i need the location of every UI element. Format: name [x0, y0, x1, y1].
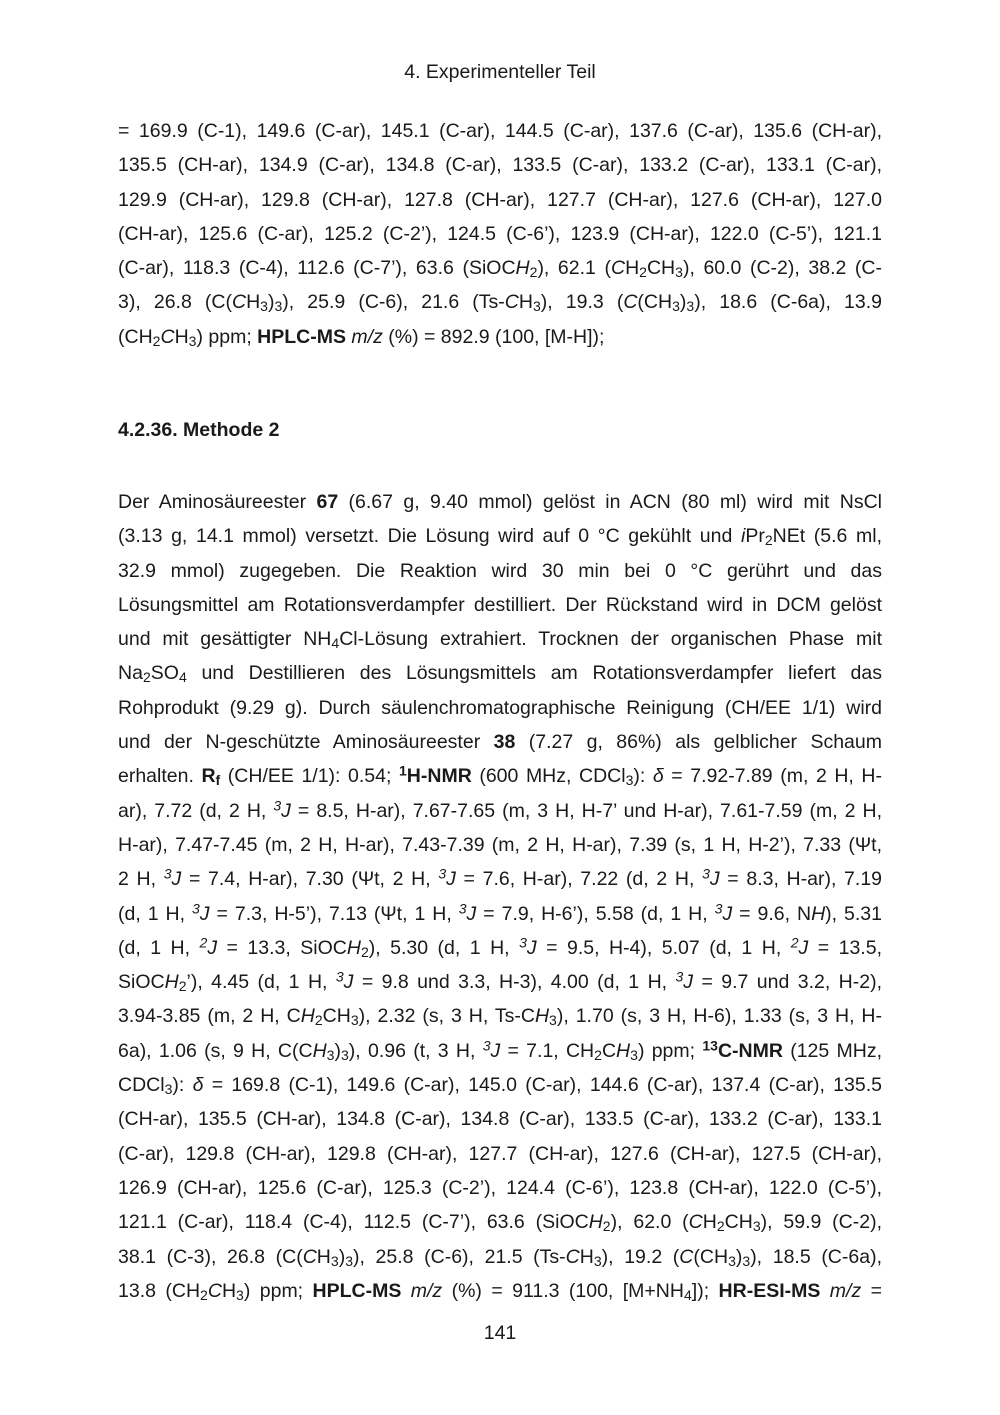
- text-line: Rohprodukt (9.29 g). Durch säulenchromatographische Reinigung (CH/EE 1/1) wird: [118, 696, 882, 719]
- text-line: (CH-ar), 125.6 (C-ar), 125.2 (C-2’), 124.5 (C-6’), 123.9 (CH-ar), 122.0 (C-5’), 121.1: [118, 222, 882, 245]
- text-line: erhalten. $R_f$ (CH/EE 1/1): 0.54; $^1$H-NMR (600 MHz, CDCl$_3$): δ = 7.92-7.89 (m, 2 H, H-: [118, 763, 882, 789]
- text-line: (CH-ar), 135.5 (CH-ar), 134.8 (C-ar), 134.8 (C-ar), 133.5 (C-ar), 133.2 (C-ar), 133.1: [118, 1108, 882, 1131]
- text-line: (d, 1 H, $^3$J = 7.3, H-5’), 7.13 (Ψt, 1 H, $^3$J = 7.9, H-6’), 5.58 (d, 1 H, $^3$J = 9.6, NH), 5.31: [118, 900, 882, 925]
- text-line: SiOCH$_2$’), 4.45 (d, 1 H, $^3$J = 9.8 und 3.3, H-3), 4.00 (d, 1 H, $^3$J = 9.7 und 3.2, H-2),: [118, 968, 882, 995]
- text-line: Lösungsmittel am Rotationsverdampfer destilliert. Der Rückstand wird in DCM gelöst: [118, 593, 882, 616]
- text-line: 13.8 $(CH_2CH_3)$ ppm; HPLC-MS m/z (%) = 911.3 (100, $[M+NH_4]$); HR-ESI-MS m/z =: [118, 1279, 883, 1303]
- text-line: 32.9 mmol) zugegeben. Die Reaktion wird 30 min bei 0 °C gerührt und das: [118, 559, 882, 582]
- page-number: 141: [483, 1322, 517, 1344]
- text-line: 121.1 (C-ar), 118.4 (C-4), 112.5 (C-7’), 63.6 (SiOCH$_2$), 62.0 $(CH_2CH_3)$, 59.9 (C-2),: [118, 1211, 882, 1235]
- text-line: (3.13 g, 14.1 mmol) versetzt. Die Lösung wird auf 0 °C gekühlt und iPr$_2$NEt (5.6 ml,: [118, 525, 882, 549]
- text-line: (d, 1 H, $^2$J = 13.3, SiOCH$_2$), 5.30 (d, 1 H, $^3$J = 9.5, H-4), 5.07 (d, 1 H, $^2$J = 13.5,: [118, 934, 882, 960]
- text-line: CDCl$_3$): δ = 169.8 (C-1), 149.6 (C-ar), 145.0 (C-ar), 144.6 (C-ar), 137.4 (C-ar), 135.5: [118, 1074, 882, 1098]
- procedure-paragraph: [118, 485, 882, 1308]
- text-line: (C-ar), 118.3 (C-4), 112.6 (C-7’), 63.6 (SiOCH$_2$), 62.1 $(CH_2CH_3)$, 60.0 (C-2), 38.2 (C-: [118, 257, 882, 281]
- text-line: 129.9 (CH-ar), 129.8 (CH-ar), 127.8 (CH-ar), 127.7 (CH-ar), 127.6 (CH-ar), 127.0: [118, 188, 882, 211]
- text-line: (C-ar), 129.8 (CH-ar), 129.8 (CH-ar), 127.7 (CH-ar), 127.6 (CH-ar), 127.5 (CH-ar),: [118, 1142, 882, 1165]
- text-line: = 169.9 (C-1), 149.6 (C-ar), 145.1 (C-ar), 144.5 (C-ar), 137.6 (C-ar), 135.6 (CH-ar),: [118, 120, 882, 142]
- text-line: 3), 26.8 $(C(CH_3)_3)$, 25.9 (C-6), 21.6 $(Ts-CH_3)$, 19.3 $(C(CH_3)_3)$, 18.6 (C-6a), 13.9: [118, 291, 882, 315]
- text-line: $(CH_2CH_3)$ ppm; HPLC-MS m/z (%) = 892.9 (100, [M-H]);: [118, 325, 605, 349]
- page-header: 4. Experimenteller Teil: [404, 61, 596, 83]
- text-line: und mit gesättigter $NH_4Cl$-Lösung extrahiert. Trocknen der organischen Phase mit: [118, 628, 882, 652]
- continuation-paragraph: [118, 114, 882, 354]
- text-line: Der Aminosäureester 67 (6.67 g, 9.40 mmol) gelöst in ACN (80 ml) wird mit NsCl: [118, 491, 882, 513]
- text-line: 126.9 (CH-ar), 125.6 (C-ar), 125.3 (C-2’), 124.4 (C-6’), 123.8 (CH-ar), 122.0 (C-5’),: [118, 1176, 882, 1199]
- section-heading: 4.2.36. Methode 2: [118, 419, 280, 441]
- text-line: $Na_2SO_4$ und Destillieren des Lösungsmittels am Rotationsverdampfer liefert das: [118, 662, 882, 686]
- text-line: 2 H, $^3$J = 7.4, H-ar), 7.30 (Ψt, 2 H, $^3$J = 7.6, H-ar), 7.22 (d, 2 H, $^3$J = 8.3, H-ar), 7.19: [118, 865, 883, 891]
- text-line: ar), 7.72 (d, 2 H, $^3$J = 8.5, H-ar), 7.67-7.65 (m, 3 H, H-7’ und H-ar), 7.61-7.59 (m, 2 H,: [118, 797, 882, 822]
- text-line: 6a), 1.06 (s, 9 H, $C(CH_3)_3$), 0.96 (t, 3 H, $^3$J = 7.1, $CH_2CH_3$) ppm; $^{13}$C-NMR (125 MHz,: [118, 1037, 882, 1063]
- text-line: und der N-geschützte Aminosäureester 38 (7.27 g, 86%) als gelblicher Schaum: [118, 731, 882, 754]
- text-line: 135.5 (CH-ar), 134.9 (C-ar), 134.8 (C-ar), 133.5 (C-ar), 133.2 (C-ar), 133.1 (C-ar),: [118, 154, 882, 177]
- text-line: H-ar), 7.47-7.45 (m, 2 H, H-ar), 7.43-7.39 (m, 2 H, H-ar), 7.39 (s, 1 H, H-2’), 7.33 (Ψt,: [118, 833, 882, 856]
- text-line: 38.1 (C-3), 26.8 $(C(CH_3)_3)$, 25.8 (C-6), 21.5 $(Ts-CH_3)$, 19.2 $(C(CH_3)_3)$, 18.5 (C-6a),: [118, 1245, 882, 1269]
- text-line: 3.94-3.85 (m, 2 H, $CH_2CH_3$), 2.32 (s, 3 H, $Ts-CH_3$), 1.70 (s, 3 H, H-6), 1.33 (s, 3 H, H-: [118, 1005, 883, 1029]
